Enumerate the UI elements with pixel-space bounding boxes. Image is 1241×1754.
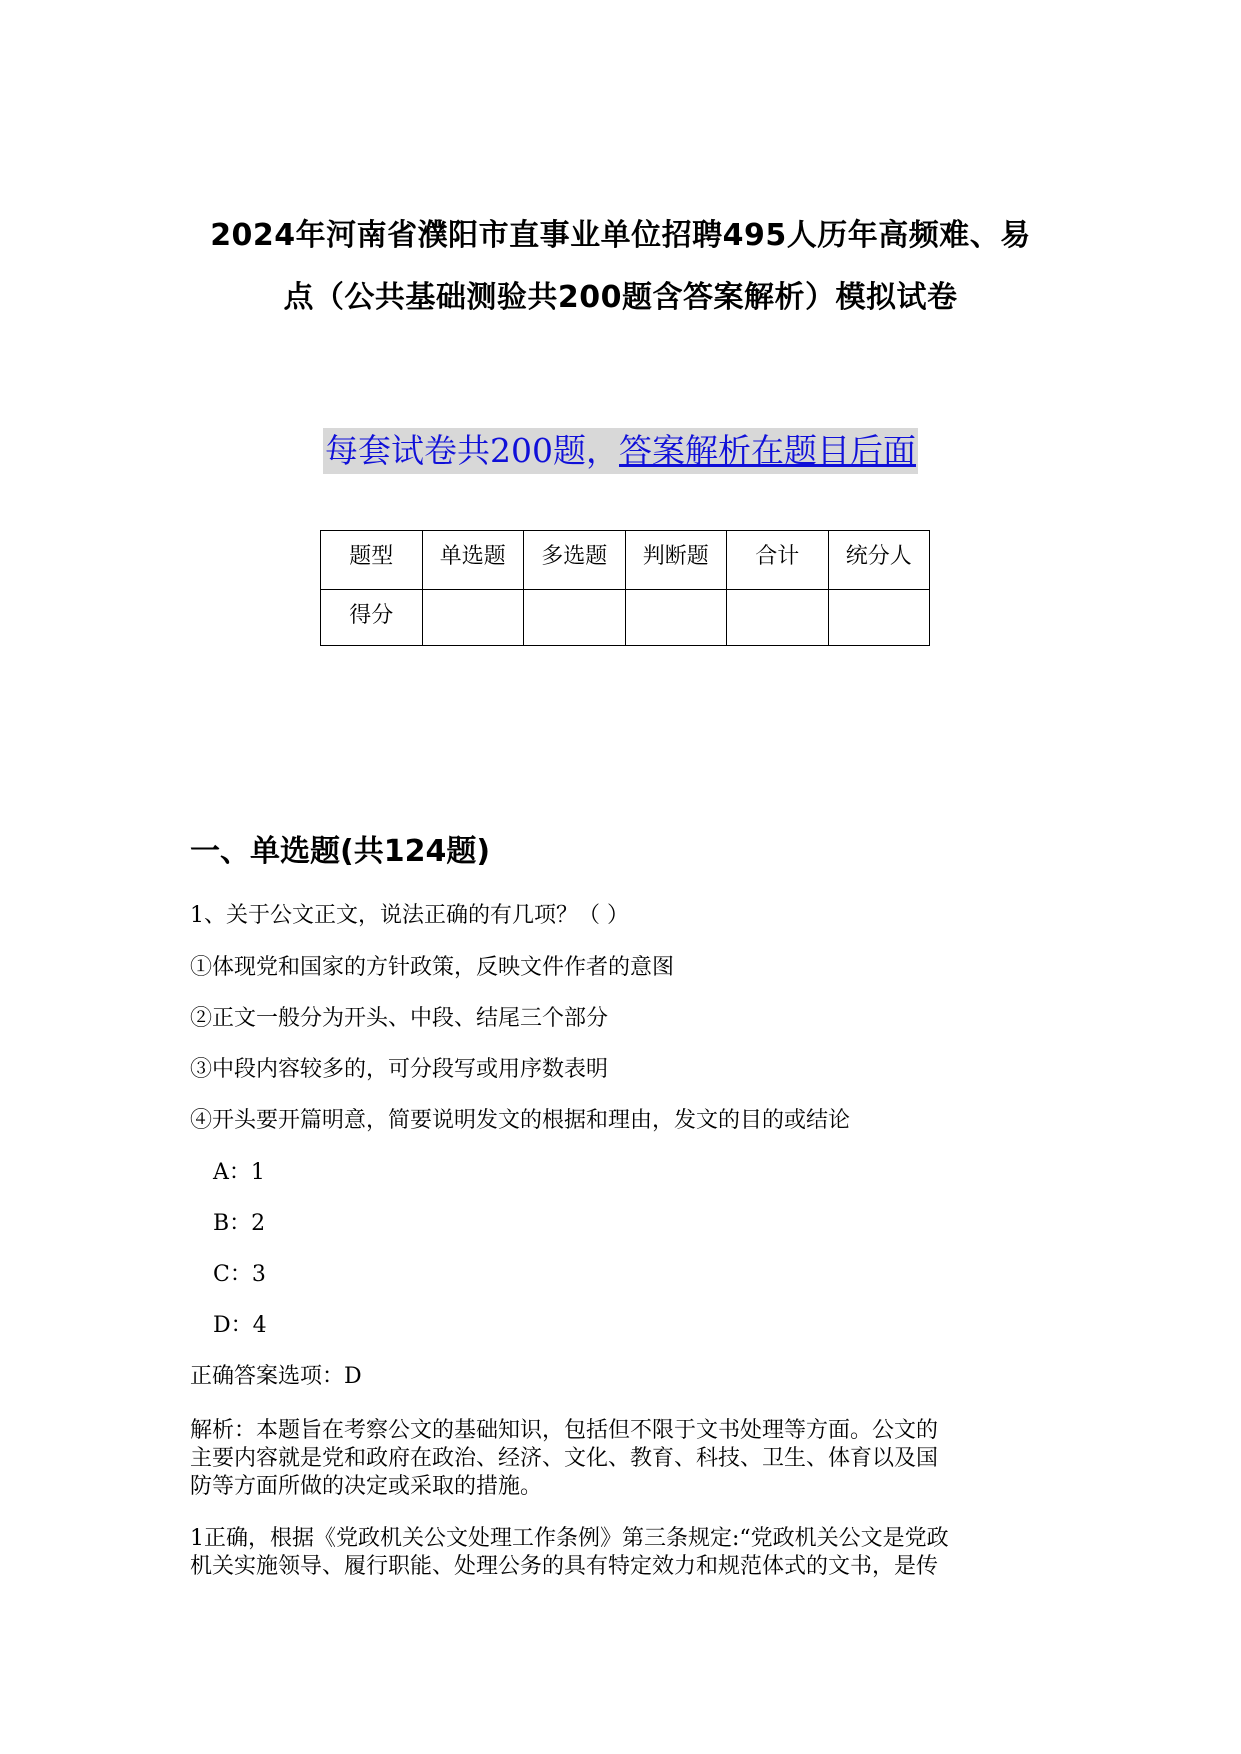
analysis-line-5: 机关实施领导、履行职能、处理公务的具有特定效力和规范体式的文书，是传 (190, 1554, 939, 1579)
score-row-label: 得分 (321, 589, 423, 646)
statement-3: ③中段内容较多的，可分段写或用序数表明 (190, 1057, 609, 1082)
title-line-2: 点（公共基础测验共200题含答案解析）模拟试卷 (283, 280, 958, 315)
title-line-1: 2024年河南省濮阳市直事业单位招聘495人历年高频难、易 (210, 218, 1031, 253)
banner-box (323, 428, 918, 474)
score-cell-single[interactable] (422, 589, 524, 646)
score-table-score-row (321, 589, 930, 646)
statement-1: ①体现党和国家的方针政策，反映文件作者的意图 (190, 955, 675, 980)
score-cell-total[interactable] (727, 589, 829, 646)
score-table (320, 530, 930, 646)
banner-text: 每套试卷共200题， (325, 431, 619, 470)
header-cell-scorer: 统分人 (828, 531, 930, 590)
section-heading: 一、单选题(共124题) (190, 834, 491, 869)
answer-link[interactable]: 答案解析在题目后面 (619, 431, 916, 470)
analysis-line-3: 防等方面所做的决定或采取的措施。 (190, 1474, 543, 1499)
analysis-line-4: 1正确，根据《党政机关公文处理工作条例》第三条规定:“党政机关公文是党政 (190, 1526, 949, 1551)
header-cell-type: 题型 (321, 531, 423, 590)
option-c[interactable]: C：3 (213, 1262, 266, 1287)
document-title (150, 205, 1091, 329)
statement-2: ②正文一般分为开头、中段、结尾三个部分 (190, 1006, 609, 1031)
header-cell-total: 合计 (727, 531, 829, 590)
header-cell-multiple: 多选题 (524, 531, 626, 590)
score-cell-multiple[interactable] (524, 589, 626, 646)
option-a[interactable]: A：1 (213, 1160, 265, 1185)
score-cell-judge[interactable] (625, 589, 727, 646)
answer-line: 正确答案选项：D (190, 1364, 362, 1389)
option-b[interactable]: B：2 (213, 1211, 266, 1236)
score-cell-scorer[interactable] (828, 589, 930, 646)
banner (0, 428, 1241, 474)
analysis-line-2: 主要内容就是党和政府在政治、经济、文化、教育、科技、卫生、体育以及国 (190, 1446, 939, 1471)
header-cell-single: 单选题 (422, 531, 524, 590)
statement-4: ④开头要开篇明意，简要说明发文的根据和理由，发文的目的或结论 (190, 1108, 851, 1133)
header-cell-judge: 判断题 (625, 531, 727, 590)
analysis-line-1: 解析：本题旨在考察公文的基础知识，包括但不限于文书处理等方面。公文的 (190, 1418, 939, 1443)
option-d[interactable]: D：4 (213, 1313, 267, 1338)
score-table-header-row (321, 531, 930, 590)
question-stem: 1、关于公文正文，说法正确的有几项？（ ） (190, 903, 629, 928)
